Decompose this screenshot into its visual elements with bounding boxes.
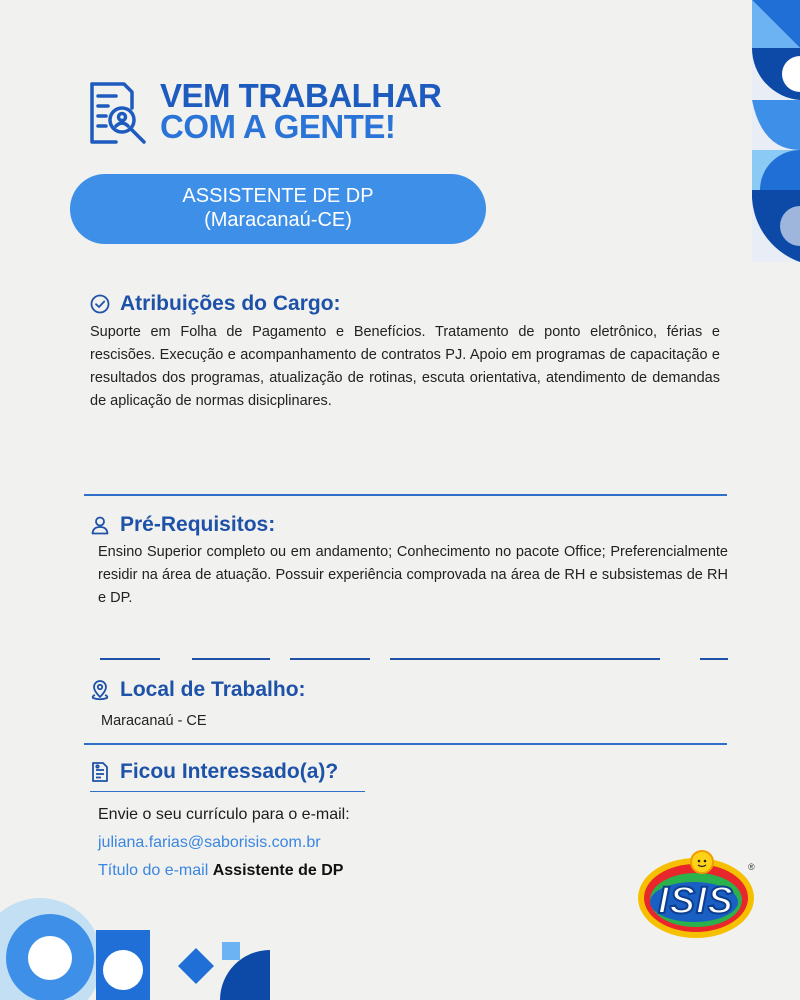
headline-line-2: COM A GENTE! <box>160 108 396 145</box>
contact-email-link[interactable]: juliana.farias@saborisis.com.br <box>98 834 321 851</box>
decorative-shapes-top-right <box>752 0 800 262</box>
attributions-heading: Atribuições do Cargo: <box>120 292 341 315</box>
headline-line-1: VEM TRABALHAR <box>160 77 442 114</box>
page-headline <box>160 77 442 145</box>
interest-underline <box>90 791 365 792</box>
document-icon <box>90 761 110 783</box>
decorative-shapes-bottom-left <box>0 890 280 1000</box>
isis-logo <box>636 846 760 942</box>
job-location: (Maracanaú-CE) <box>204 209 352 231</box>
attributions-text: Suporte em Folha de Pagamento e Benefícios. Tratamento de ponto eletrônico, férias e rescisões. Execução e acompanhamento de contratos PJ. Apoio em programas de capacitação e resultados dos programas, atualização de rotinas, escuta orientativa, atendimento de demandas de aplicação de normas disicplinares. <box>90 324 720 409</box>
job-title: ASSISTENTE DE DP <box>182 185 374 207</box>
requirements-text: Ensino Superior completo ou em andamento; Conhecimento no pacote Office; Preferencialmente residir na área de atuação. Possuir experiência comprovada na área de RH e subsistemas de RH e DP. <box>98 544 728 606</box>
user-icon <box>90 515 110 535</box>
job-title-banner <box>70 174 486 244</box>
logo-registered-mark: ® <box>748 862 755 872</box>
requirements-heading: Pré-Requisitos: <box>120 513 276 536</box>
location-pin-icon <box>90 679 110 701</box>
email-subject-label: Título do e-mail <box>98 862 209 879</box>
section-title-attributions <box>90 292 341 316</box>
email-subject-value: Assistente de DP <box>212 862 344 879</box>
workplace-text: Maracanaú - CE <box>101 713 207 729</box>
broken-divider <box>100 656 730 662</box>
workplace-heading: Local de Trabalho: <box>120 678 306 701</box>
document-search-icon <box>86 80 148 146</box>
contact-instruction: Envie o seu currículo para o e-mail: <box>98 806 350 823</box>
section-title-workplace <box>90 678 306 702</box>
contact-block <box>98 801 350 885</box>
section-title-requirements <box>90 513 275 537</box>
check-circle-icon <box>90 294 110 314</box>
interest-heading: Ficou Interessado(a)? <box>120 760 339 783</box>
section-title-interest <box>90 760 338 784</box>
email-subject-line <box>98 857 350 885</box>
logo-brand-text: ISIS <box>658 880 734 922</box>
section-divider <box>84 743 727 745</box>
section-divider <box>84 494 727 496</box>
